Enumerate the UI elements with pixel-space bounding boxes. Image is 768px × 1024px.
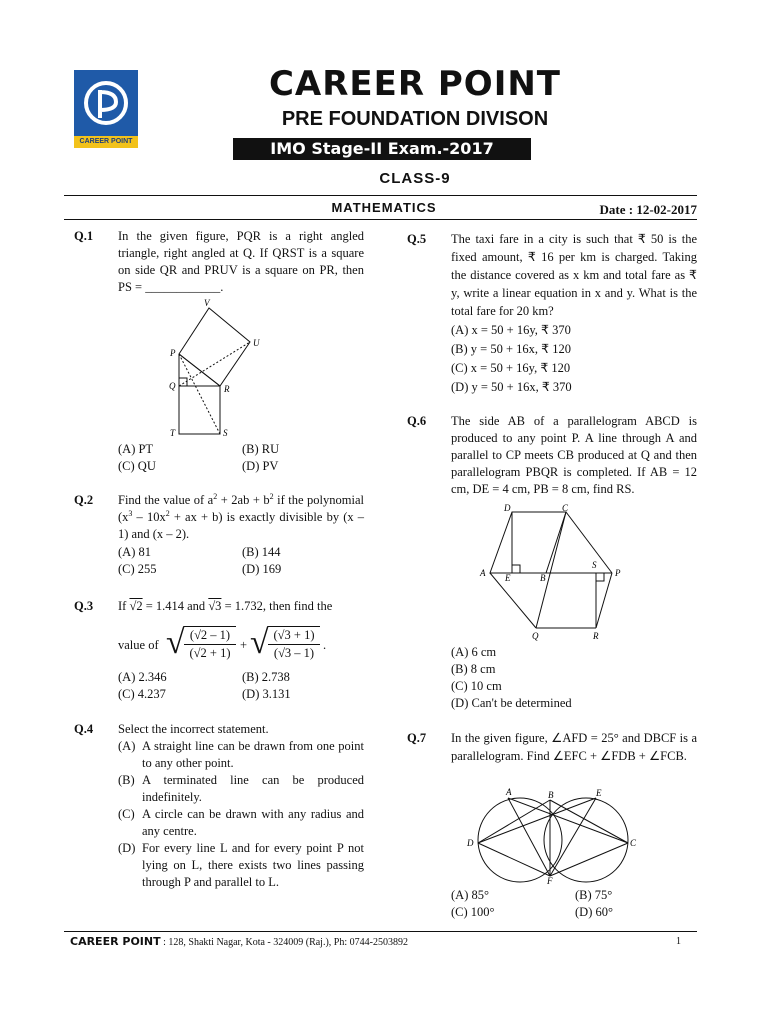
q5-options [451,321,697,397]
q4-options [118,738,364,891]
option-b[interactable]: (B) y = 50 + 16x, ₹ 120 [451,342,571,356]
label-q: Q [169,381,176,391]
question-text: In the given figure, PQR is a right angled triangle, right angled at Q. If QRST is a square on side QR and PRUV is a square on PR, then PS = ____________. [118,229,364,294]
option-d[interactable]: (D) y = 50 + 16x, ₹ 370 [451,380,572,394]
option-c[interactable]: (C) 4.237 [118,687,166,701]
brand-title: CAREER POINT [268,64,562,104]
class-title: CLASS-9 [379,170,451,187]
label-a: A [480,568,486,578]
option-a[interactable]: (A) 6 cm [451,645,497,659]
option-c[interactable]: (C) x = 50 + 16y, ₹ 120 [451,361,571,375]
question-text: In the given figure, ∠AFD = 25° and DBCF is a parallelogram. Find ∠EFC + ∠FDB + ∠FCB. [451,731,697,763]
option-a[interactable]: (A) x = 50 + 16y, ₹ 370 [451,323,571,337]
label-r: R [224,384,230,394]
footer-address-text: : 128, Shakti Nagar, Kota - 324009 (Raj.), Ph: 0744-2503892 [160,937,408,948]
question-number: Q.5 [407,232,427,246]
option-d[interactable]: (D) 3.131 [242,687,291,701]
career-point-logo [74,70,138,148]
label-b: B [548,790,554,800]
option-b[interactable]: (B) A terminated line can be produced indefinitely. [118,773,364,804]
two-circles-figure [464,784,642,886]
divider-top [64,195,697,196]
logo-emblem-icon [74,70,138,136]
option-d[interactable]: (D) For every line L and for every point P not lying on L, there exists two lines passing through P and parallel to L. [118,841,364,889]
label-u: U [253,338,260,348]
footer-brand: CAREER POINT [70,935,161,948]
option-d[interactable]: (D) PV [242,459,279,473]
exam-date: Date : 12-02-2017 [599,202,697,217]
option-c[interactable]: (C) 10 cm [451,679,502,693]
question-text: Select the incorrect statement. [118,722,269,736]
label-d: D [504,503,511,513]
exam-banner: IMO Stage-II Exam.-2017 [233,138,531,160]
q2-options [118,544,368,580]
question-text: The side AB of a parallelogram ABCD is produced to any point P. A line through A and parallel to CP meets CB produced at Q and then parallelogram PBQR is completed. If AB = 12 cm, DE = 4 cm, PB = 8 cm, find RS. [451,414,697,496]
option-c[interactable]: (C) 100° [451,905,495,919]
question-text: If √2 = 1.414 and √3 = 1.732, then find the [118,599,333,613]
option-a[interactable]: (A) 81 [118,545,151,559]
q6-options [451,644,697,712]
option-b[interactable]: (B) RU [242,442,280,456]
question-text: The taxi fare in a city is such that ₹ 50 is the fixed amount, ₹ 16 per km is charged. Taking the distance covered as x km and total fare as ₹ y, write a linear equation in x and y. What is the total fare for 20 km? [451,232,697,318]
option-d[interactable]: (D) 169 [242,562,282,576]
option-b[interactable]: (B) 144 [242,545,281,559]
question-number: Q.2 [74,493,94,507]
q7-options [451,887,697,923]
label-p: P [170,348,176,358]
divider-footer [64,931,697,932]
option-c[interactable]: (C) QU [118,459,156,473]
question-number: Q.6 [407,414,427,428]
label-p: P [615,568,621,578]
question-number: Q.3 [74,599,94,613]
label-s: S [223,428,228,438]
option-a[interactable]: (A) A straight line can be drawn from one point to any other point. [118,739,364,770]
square-triangle-figure [160,296,270,438]
option-d[interactable]: (D) 60° [575,905,613,919]
option-d[interactable]: (D) Can't be determined [451,696,572,710]
option-a[interactable]: (A) 85° [451,888,489,902]
divider-subject [64,219,697,220]
label-v: V [204,298,210,308]
q1-options [118,441,368,477]
page-number: 1 [676,936,681,947]
parallelogram-figure [476,500,636,642]
label-e: E [505,573,511,583]
option-a[interactable]: (A) PT [118,442,154,456]
label-s: S [592,560,597,570]
question-number: Q.4 [74,722,94,736]
label-d: D [467,838,474,848]
division-title: PRE FOUNDATION DIVISON [281,108,549,130]
option-c[interactable]: (C) 255 [118,562,157,576]
question-number: Q.7 [407,731,427,745]
footer-address [70,935,408,948]
option-b[interactable]: (B) 2.738 [242,670,290,684]
label-b: B [540,573,546,583]
label-r: R [593,631,599,641]
label-q: Q [532,631,539,641]
label-e: E [596,788,602,798]
label-a: A [506,787,512,797]
label-c: C [562,503,569,513]
question-text: Find the value of $a^2 + 2ab + b^2$ if the polynomial ($x^3 - 10x^2$ + ax + b) is exactly divisible by (x – 1) and (x – 2). [118,491,364,541]
option-a[interactable]: (A) 2.346 [118,670,167,684]
option-b[interactable]: (B) 8 cm [451,662,496,676]
option-b[interactable]: (B) 75° [575,888,613,902]
question-number: Q.1 [74,229,94,243]
label-c: C [630,838,637,848]
option-c[interactable]: (C) A circle can be drawn with any radius and any centre. [118,807,364,838]
q3-options [118,669,368,705]
label-f: F [547,876,553,886]
logo-label: CAREER POINT [74,136,138,148]
label-t: T [170,428,176,438]
subject-title: MATHEMATICS [331,200,437,215]
